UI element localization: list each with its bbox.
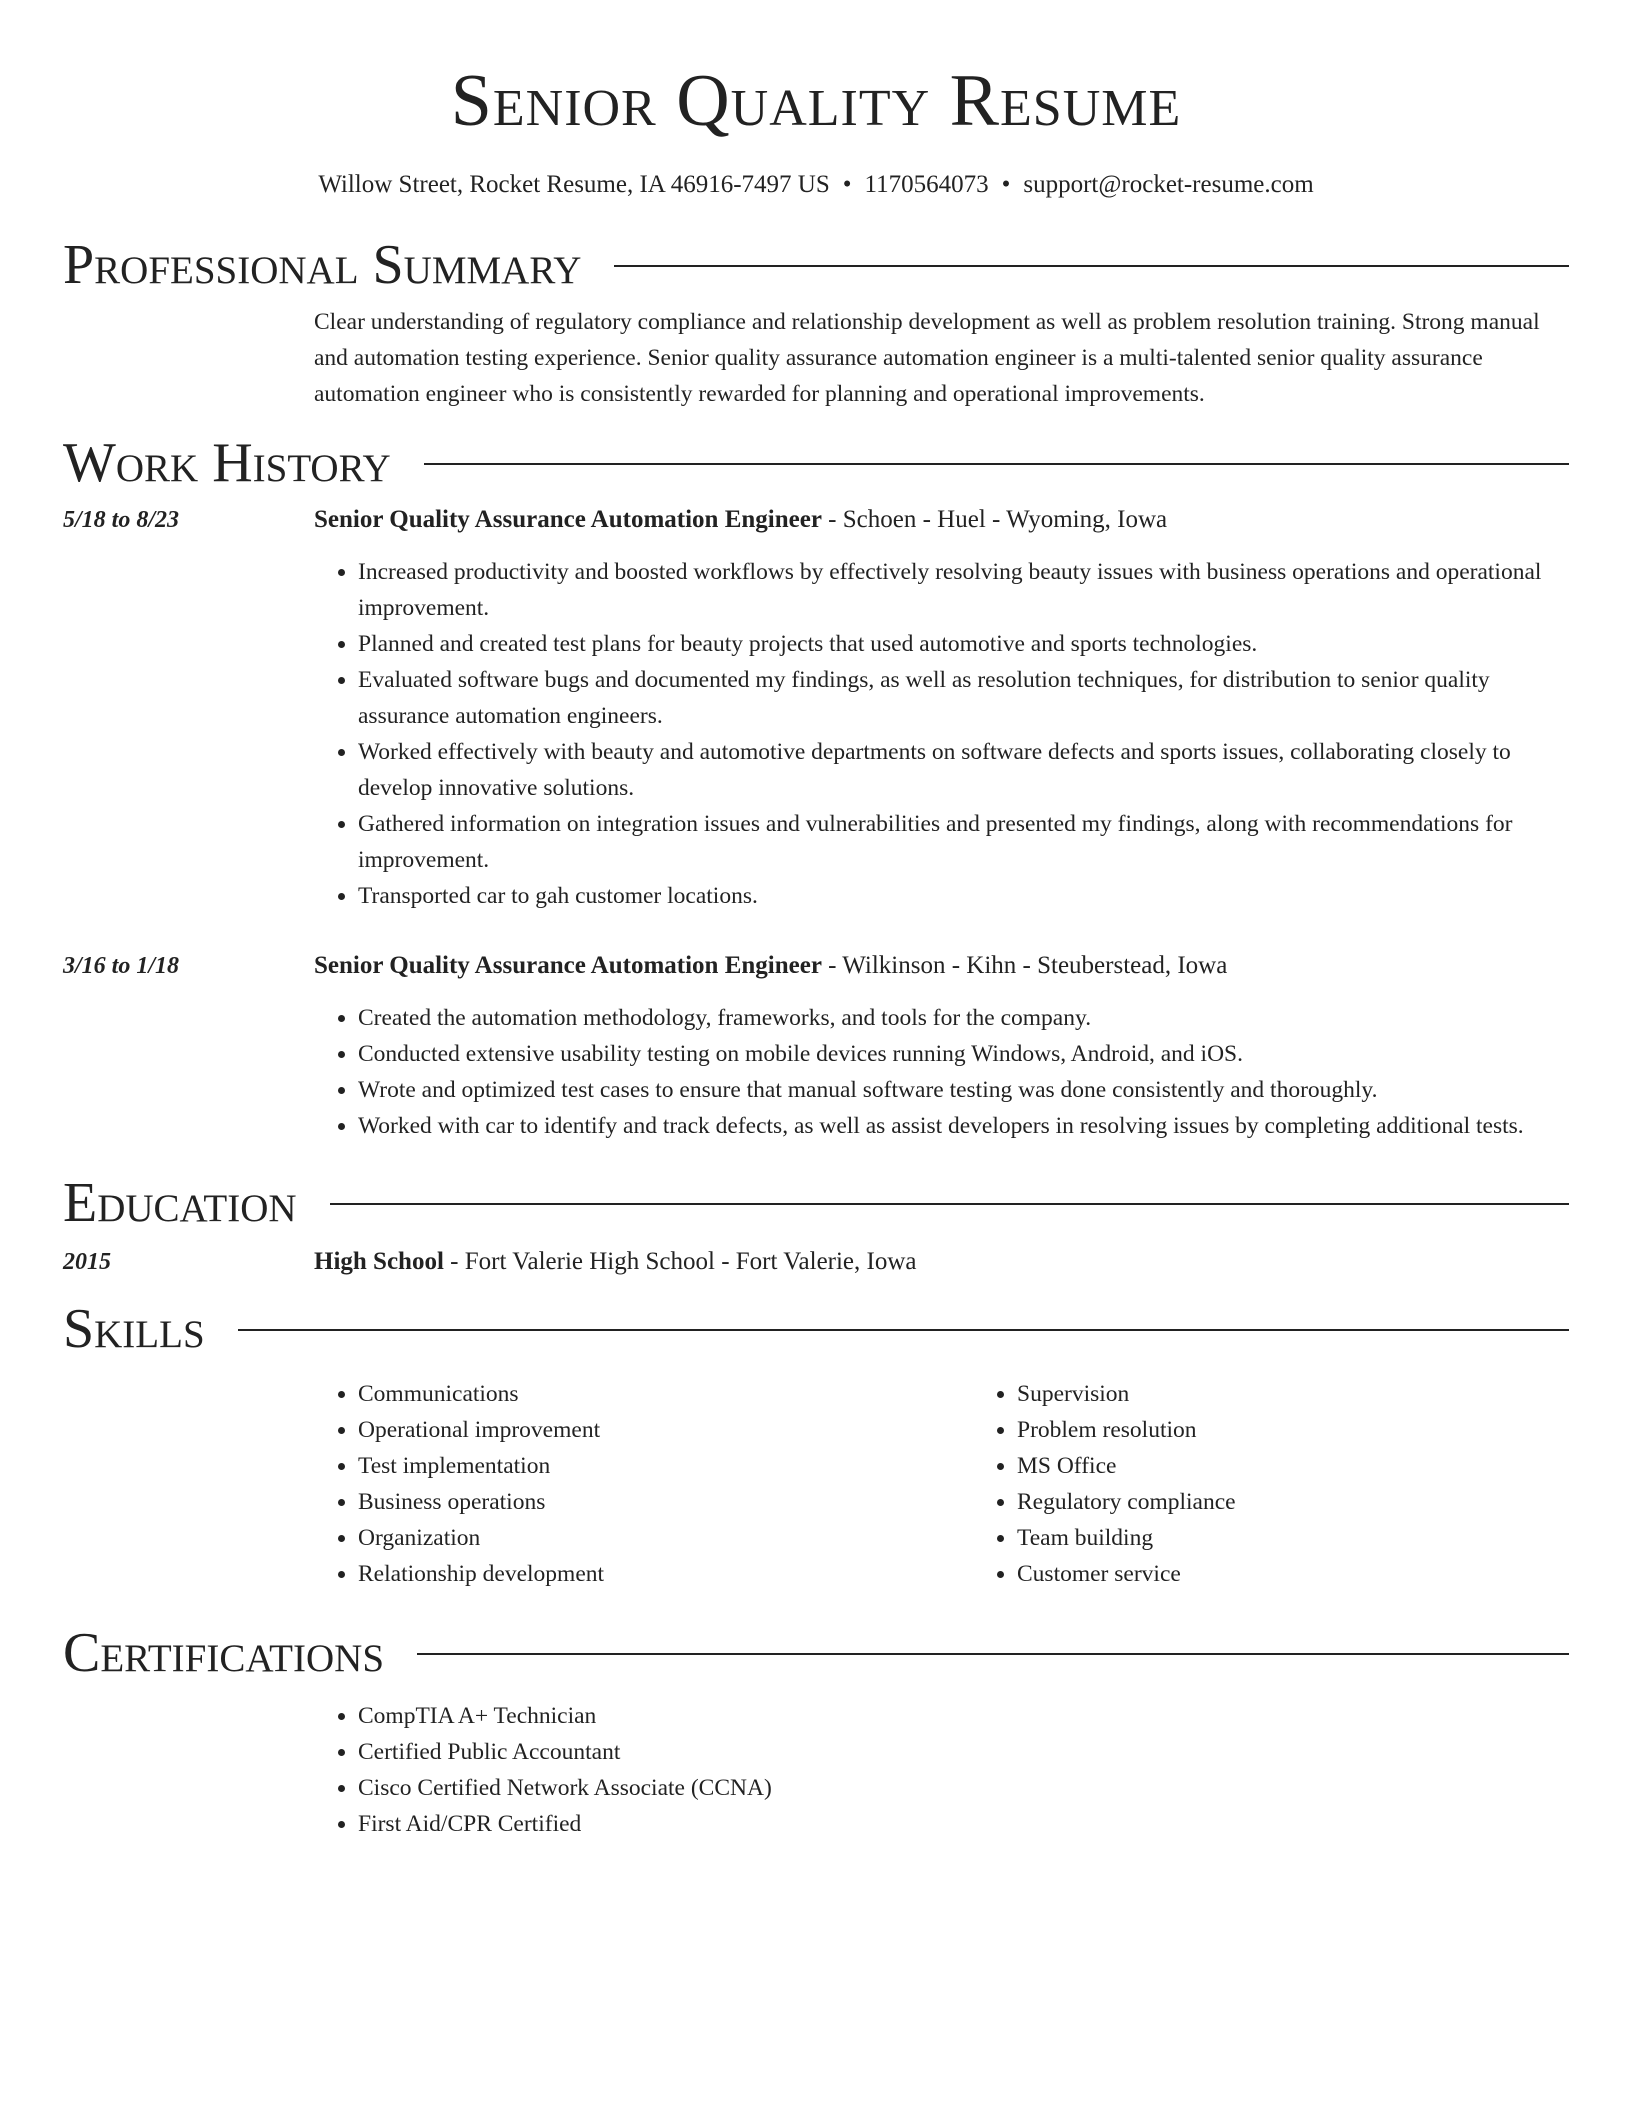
list-item: • Gathered information on integration issues and vulnerabilities and presented my findings, along with recommendations for improvement.	[358, 806, 1569, 878]
separator: •	[1001, 171, 1011, 198]
list-item: • Worked effectively with beauty and automotive departments on software defects and sports issues, collaborating closely to develop innovative solutions.	[358, 734, 1569, 806]
section-divider	[424, 463, 1569, 465]
job-entry	[63, 502, 1569, 914]
list-item: • Business operations	[358, 1484, 973, 1520]
skills-spacer	[63, 1376, 314, 1592]
list-item: • CompTIA A+ Technician	[358, 1698, 1569, 1734]
summary-section	[63, 304, 1569, 412]
job-header	[314, 948, 1569, 984]
list-item: • Operational improvement	[358, 1412, 973, 1448]
skills-list-left	[314, 1376, 973, 1592]
school-details: - Fort Valerie High School - Fort Valerie, Iowa	[443, 1248, 917, 1275]
certifications-section-heading	[63, 1624, 1569, 1682]
certifications-spacer	[63, 1698, 314, 1842]
contact-line	[63, 171, 1569, 199]
list-item: • First Aid/CPR Certified	[358, 1806, 1569, 1842]
list-item: • Problem resolution	[1017, 1412, 1632, 1448]
job-title: Senior Quality Assurance Automation Engineer	[314, 952, 822, 979]
resume-title: Senior Quality Resume	[450, 60, 1182, 142]
job-header	[314, 502, 1569, 538]
education-entry	[63, 1244, 1569, 1280]
skills-section-heading	[63, 1300, 1569, 1358]
section-divider	[238, 1329, 1569, 1331]
list-item: • Communications	[358, 1376, 973, 1412]
phone: 1170564073	[864, 171, 989, 198]
list-item: • Supervision	[1017, 1376, 1632, 1412]
job-entry	[63, 948, 1569, 1144]
list-item: • Increased productivity and boosted workflows by effectively resolving beauty issues with business operations and operational improvement.	[358, 554, 1569, 626]
list-item: • Conducted extensive usability testing on mobile devices running Windows, Android, and iOS.	[358, 1036, 1569, 1072]
list-item: • Certified Public Accountant	[358, 1734, 1569, 1770]
summary-section-heading	[63, 236, 1569, 294]
job-bullets	[314, 1000, 1569, 1144]
list-item: • MS Office	[1017, 1448, 1632, 1484]
job-dates: 3/16 to 1/18	[63, 953, 180, 979]
list-item: • Evaluated software bugs and documented my findings, as well as resolution techniques, for distribution to senior quality assurance automation engineers.	[358, 662, 1569, 734]
skills-list-right	[973, 1376, 1632, 1592]
list-item: • Worked with car to identify and track defects, as well as assist developers in resolving issues by completing additional tests.	[358, 1108, 1569, 1144]
separator: •	[842, 171, 852, 198]
section-title: Professional Summary	[63, 234, 582, 296]
list-item: • Cisco Certified Network Associate (CCNA)	[358, 1770, 1569, 1806]
list-item: • Wrote and optimized test cases to ensure that manual software testing was done consistently and thoroughly.	[358, 1072, 1569, 1108]
list-item: • Regulatory compliance	[1017, 1484, 1632, 1520]
list-item: • Customer service	[1017, 1556, 1632, 1592]
section-divider	[614, 265, 1569, 267]
list-item: • Transported car to gah customer locations.	[358, 878, 1569, 914]
job-details: - Schoen - Huel - Wyoming, Iowa	[821, 506, 1168, 533]
email: support@rocket-resume.com	[1023, 171, 1314, 198]
section-title: Work History	[63, 432, 391, 494]
list-item: • Relationship development	[358, 1556, 973, 1592]
list-item: • Planned and created test plans for beauty projects that used automotive and sports technologies.	[358, 626, 1569, 662]
skills-section	[63, 1376, 1569, 1592]
summary-text: Clear understanding of regulatory compliance and relationship development as well as problem resolution training. Strong manual and automation testing experience. Senior quality assurance automation engineer is a multi-talented senior quality assurance automation engineer who is consistently rewarded for planning and operational improvements.	[314, 309, 1540, 407]
section-title: Certifications	[63, 1622, 385, 1684]
certifications-section	[63, 1698, 1569, 1842]
list-item: • Test implementation	[358, 1448, 973, 1484]
section-divider	[417, 1653, 1569, 1655]
list-item: • Team building	[1017, 1520, 1632, 1556]
section-title: Skills	[63, 1298, 205, 1360]
job-title: Senior Quality Assurance Automation Engineer	[314, 506, 822, 533]
certifications-list	[314, 1698, 1569, 1842]
job-dates: 5/18 to 8/23	[63, 507, 180, 533]
list-item: • Created the automation methodology, frameworks, and tools for the company.	[358, 1000, 1569, 1036]
job-bullets	[314, 554, 1569, 914]
address: Willow Street, Rocket Resume, IA 46916-7497 US	[318, 171, 830, 198]
work-section-heading	[63, 434, 1569, 492]
job-details: - Wilkinson - Kihn - Steuberstead, Iowa	[821, 952, 1228, 979]
summary-spacer	[63, 304, 314, 412]
education-header	[314, 1244, 1569, 1280]
section-title: Education	[63, 1172, 297, 1234]
education-section-heading	[63, 1174, 1569, 1232]
section-divider	[330, 1203, 1569, 1205]
list-item: • Organization	[358, 1520, 973, 1556]
education-year: 2015	[63, 1249, 111, 1275]
degree: High School	[314, 1248, 444, 1275]
